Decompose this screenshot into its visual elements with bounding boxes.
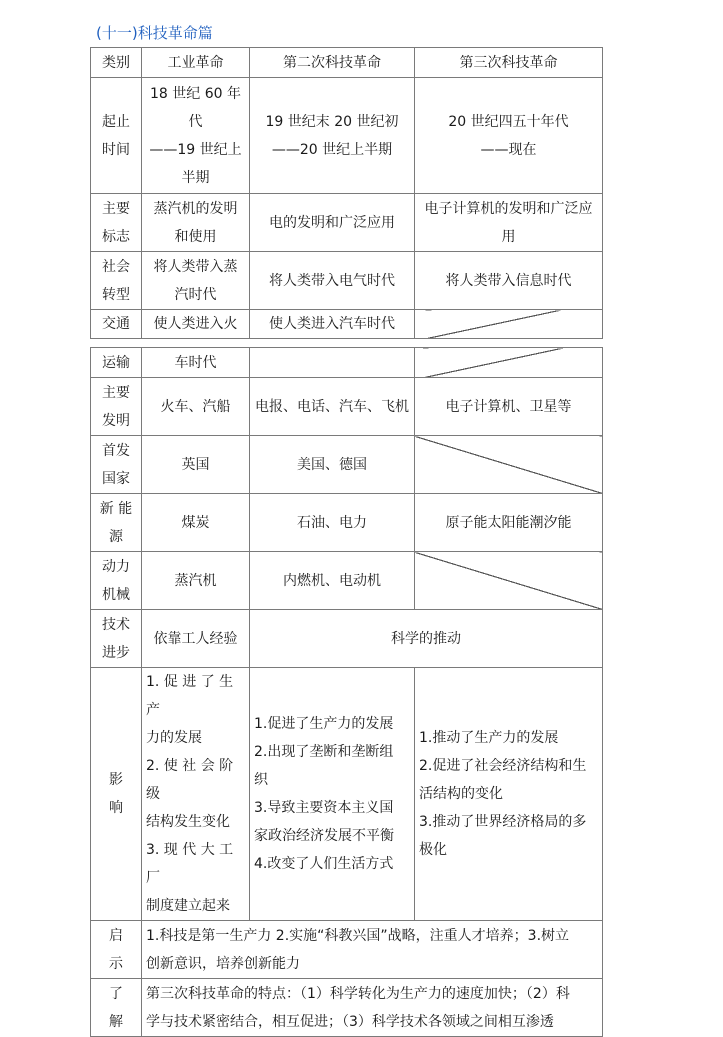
- row-label: 技术 进步: [91, 610, 142, 668]
- cell: 内燃机、电动机: [250, 552, 415, 610]
- row-label: 主要 标志: [91, 194, 142, 252]
- row-label: 社会 转型: [91, 252, 142, 310]
- row-label: 影 响: [91, 668, 142, 921]
- diagonal-cell: [415, 436, 603, 494]
- row-country: [91, 436, 603, 494]
- cell: 科学的推动: [250, 610, 603, 668]
- row-impact: [91, 668, 603, 921]
- cell: 美国、德国: [250, 436, 415, 494]
- cell: [250, 348, 415, 378]
- cell: 18 世纪 60 年 代 ——19 世纪上 半期: [142, 78, 250, 194]
- diagonal-cell: [415, 348, 603, 378]
- row-invent: [91, 378, 603, 436]
- cell: 使人类进入火: [142, 310, 250, 339]
- row-traffic-a: [91, 310, 603, 339]
- row-tech: [91, 610, 603, 668]
- cell: 蒸汽机的发明 和使用: [142, 194, 250, 252]
- row-label: 新 能 源: [91, 494, 142, 552]
- row-label: 了 解: [91, 979, 142, 1037]
- cell: 第三次科技革命的特点：（1）科学转化为生产力的速度加快；（2）科 学与技术紧密结合，相互促进；（3）科学技术各领域之间相互渗透: [142, 979, 603, 1037]
- row-power: [91, 552, 603, 610]
- cell: 电的发明和广泛应用: [250, 194, 415, 252]
- cell: 使人类进入汽车时代: [250, 310, 415, 339]
- row-time: [91, 78, 603, 194]
- diagonal-cell: [415, 310, 603, 339]
- row-sign: [91, 194, 603, 252]
- revolution-table-part-2: [90, 347, 603, 1037]
- cell: 石油、电力: [250, 494, 415, 552]
- cell: 电子计算机的发明和广泛应 用: [415, 194, 603, 252]
- cell: 火车、汽船: [142, 378, 250, 436]
- cell: 煤炭: [142, 494, 250, 552]
- cell: 将人类带入信息时代: [415, 252, 603, 310]
- row-label: 起止 时间: [91, 78, 142, 194]
- row-label: 主要 发明: [91, 378, 142, 436]
- header-second: 第二次科技革命: [250, 48, 415, 78]
- cell: 1.促进了生产力的发展 2.出现了垄断和垄断组 织 3.导致主要资本主义国 家政治经济发展不平衡 4.改变了人们生活方式: [250, 668, 415, 921]
- cell: 1. 促 进 了 生 产 力的发展 2. 使 社 会 阶 级 结构发生变化 3. 现 代 大 工 厂 制度建立起来: [142, 668, 250, 921]
- cell: 蒸汽机: [142, 552, 250, 610]
- row-label: 运输: [91, 348, 142, 378]
- cell: 英国: [142, 436, 250, 494]
- header-industrial: 工业革命: [142, 48, 250, 78]
- row-label: 首发 国家: [91, 436, 142, 494]
- row-traffic-b: [91, 348, 603, 378]
- cell: 电报、电话、汽车、飞机: [250, 378, 415, 436]
- cell: 依靠工人经验: [142, 610, 250, 668]
- cell: 将人类带入电气时代: [250, 252, 415, 310]
- cell: 电子计算机、卫星等: [415, 378, 603, 436]
- row-enlighten: [91, 921, 603, 979]
- revolution-table-part-1: [90, 47, 603, 339]
- cell: 原子能太阳能潮汐能: [415, 494, 603, 552]
- header-third: 第三次科技革命: [415, 48, 603, 78]
- row-know: [91, 979, 603, 1037]
- header-row: [91, 48, 603, 78]
- row-energy: [91, 494, 603, 552]
- cell: 1.科技是第一生产力 2.实施“科教兴国”战略，注重人才培养；3.树立 创新意识，培养创新能力: [142, 921, 603, 979]
- cell: 将人类带入蒸 汽时代: [142, 252, 250, 310]
- diagonal-cell: [415, 552, 603, 610]
- cell: 19 世纪末 20 世纪初 ——20 世纪上半期: [250, 78, 415, 194]
- row-social: [91, 252, 603, 310]
- cell: 车时代: [142, 348, 250, 378]
- cell: 1.推动了生产力的发展 2.促进了社会经济结构和生 活结构的变化 3.推动了世界经济格局的多 极化: [415, 668, 603, 921]
- cell: 20 世纪四五十年代 ——现在: [415, 78, 603, 194]
- section-title: (十一)科技革命篇: [96, 24, 213, 42]
- row-label: 交通: [91, 310, 142, 339]
- row-label: 启 示: [91, 921, 142, 979]
- row-label: 动力 机械: [91, 552, 142, 610]
- header-category: 类别: [91, 48, 142, 78]
